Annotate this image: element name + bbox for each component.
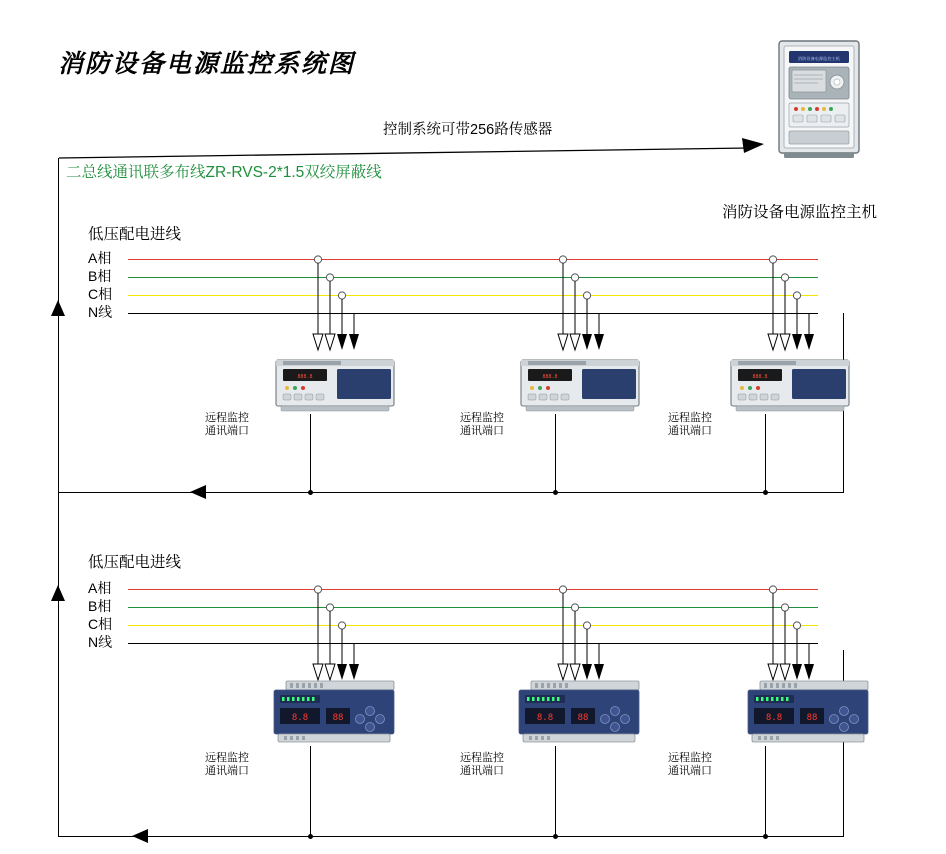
page-title: 消防设备电源监控系统图 (58, 49, 356, 78)
bus-line-label: 二总线通讯联多布线ZR-RVS-2*1.5双绞屏蔽线 (66, 164, 382, 181)
comm-arrow-group-1 (190, 485, 206, 499)
comm-drop-g1-d1 (310, 414, 311, 492)
comm-node-g1-d2 (553, 490, 558, 495)
phase-line-n-2 (128, 643, 818, 644)
phase-label-n-1: N线 (88, 304, 113, 320)
svg-text:88: 88 (332, 713, 344, 723)
comm-drop-g1-d3 (765, 414, 766, 492)
port-label-line2: 通讯端口 (668, 425, 712, 437)
device-g1-d1 (275, 352, 399, 414)
device-g1-d2 (520, 352, 644, 414)
phase-line-n-1 (128, 313, 818, 314)
comm-node-g1-d1 (308, 490, 313, 495)
port-label-line2: 通讯端口 (460, 765, 504, 777)
phase-line-a-1 (128, 259, 818, 260)
phase-label-a-2: A相 (88, 580, 112, 596)
ct-drops-g1-d3 (765, 250, 821, 360)
bus-bottom-line (58, 836, 844, 837)
port-label-g2-d3 (668, 752, 712, 778)
svg-text:8.8: 8.8 (765, 713, 783, 723)
comm-node-g2-d1 (308, 834, 313, 839)
phase-label-c-2: C相 (88, 616, 113, 632)
svg-text:888.8: 888.8 (752, 374, 768, 380)
device-g2-d3 (742, 678, 874, 748)
phase-line-b-1 (128, 277, 818, 278)
port-label-line1: 远程监控 (668, 752, 712, 764)
port-label-line1: 远程监控 (668, 412, 712, 424)
svg-text:888.8: 888.8 (297, 374, 313, 380)
comm-node-g2-d3 (763, 834, 768, 839)
port-label-line1: 远程监控 (460, 752, 504, 764)
fire-power-monitor-host (778, 40, 860, 160)
bus-bottom-arrow (132, 829, 148, 843)
port-label-g1-d2 (460, 412, 504, 438)
feeder-label-2: 低压配电进线 (88, 554, 182, 571)
phase-label-n-2: N线 (88, 634, 113, 650)
comm-drop-g2-d2 (555, 746, 556, 836)
capacity-note: 控制系统可带256路传感器 (383, 122, 553, 138)
comm-drop-g2-d3 (765, 746, 766, 836)
svg-text:88: 88 (806, 713, 818, 723)
phase-line-c-2 (128, 625, 818, 626)
ct-drops-g2-d3 (765, 580, 821, 690)
phase-line-c-1 (128, 295, 818, 296)
ct-drops-g1-d1 (310, 250, 366, 360)
ct-drops-g1-d2 (555, 250, 611, 360)
phase-line-b-2 (128, 607, 818, 608)
phase-line-a-2 (128, 589, 818, 590)
port-label-line2: 通讯端口 (668, 765, 712, 777)
port-label-line2: 通讯端口 (205, 765, 249, 777)
port-label-g2-d2 (460, 752, 504, 778)
device-g2-d2 (513, 678, 645, 748)
phase-label-a-1: A相 (88, 250, 112, 266)
port-label-g1-d1 (205, 412, 249, 438)
port-label-line2: 通讯端口 (205, 425, 249, 437)
comm-line-group-1 (58, 492, 844, 493)
comm-node-g1-d3 (763, 490, 768, 495)
bus-arrow-up-2 (51, 585, 65, 601)
comm-drop-g2-d1 (310, 746, 311, 836)
bus-arrow-up-1 (51, 300, 65, 316)
ct-drops-g2-d1 (310, 580, 366, 690)
svg-text:8.8: 8.8 (291, 713, 309, 723)
main-bus-vertical (58, 158, 59, 836)
comm-drop-g1-d2 (555, 414, 556, 492)
port-label-line1: 远程监控 (205, 752, 249, 764)
feeder-label-1: 低压配电进线 (88, 226, 182, 243)
device-g1-d3 (730, 352, 854, 414)
svg-text:88: 88 (577, 713, 589, 723)
svg-text:8.8: 8.8 (536, 713, 554, 723)
comm-node-g2-d2 (553, 834, 558, 839)
phase-label-c-1: C相 (88, 286, 113, 302)
phase-label-b-1: B相 (88, 268, 112, 284)
svg-text:888.8: 888.8 (542, 374, 558, 380)
port-label-line1: 远程监控 (205, 412, 249, 424)
ct-drops-g2-d2 (555, 580, 611, 690)
port-label-g1-d3 (668, 412, 712, 438)
phase-label-b-2: B相 (88, 598, 112, 614)
port-label-line1: 远程监控 (460, 412, 504, 424)
svg-text:消防设备电源监控主机: 消防设备电源监控主机 (798, 56, 840, 61)
port-label-g2-d1 (205, 752, 249, 778)
host-label: 消防设备电源监控主机 (722, 204, 878, 221)
port-label-line2: 通讯端口 (460, 425, 504, 437)
device-g2-d1 (268, 678, 400, 748)
